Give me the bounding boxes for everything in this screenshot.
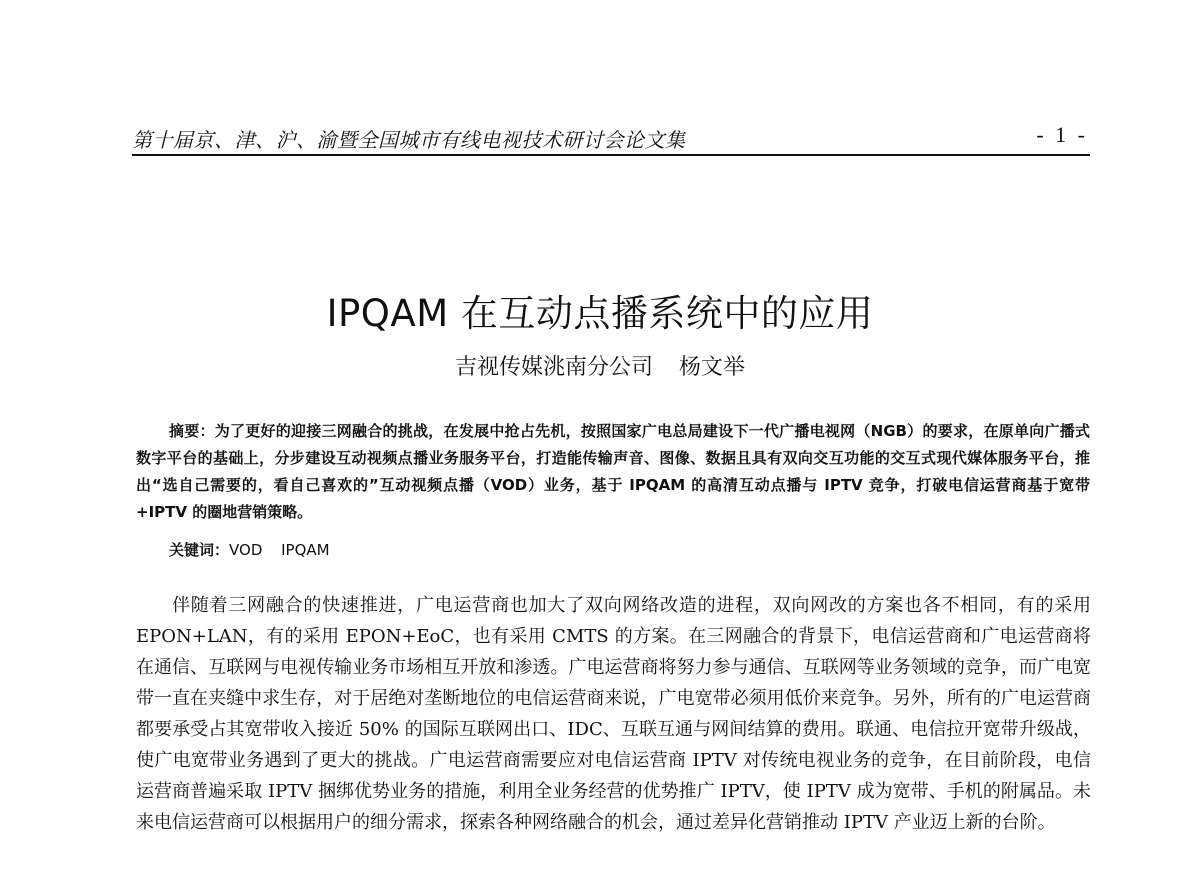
running-header — [132, 120, 1090, 156]
keywords-label: 关键词： — [169, 541, 230, 559]
paper-title: IPQAM 在互动点播系统中的应用 — [326, 291, 874, 335]
running-title: 第十届京、津、沪、渝暨全国城市有线电视技术研讨会论文集 — [132, 128, 686, 152]
keywords — [169, 539, 330, 560]
author-line — [0, 350, 1200, 381]
body-paragraph: 伴随着三网融合的快速推进，广电运营商也加大了双向网络改造的进程，双向网改的方案也各不相同，有的采用 EPON+LAN，有的采用 EPON+EoC，也有采用 CMTS 的方案。在三网融合的背景下，电信运营商和广电运营商将在通信、互联网与电视传输业务市场相互开放和渗透。广电运营商将努力参与通信、互联网等业务领域的竞争，而广电宽带一直在夹缝中求生存，对于居绝对垄断地位的电信运营商来说，广电宽带必须用低价来竞争。另外，所有的广电运营商都要承受占其宽带收入接近 50% 的国际互联网出口、IDC、互联互通与网间结算的费用。联通、电信拉开宽带升级战，使广电宽带业务遇到了更大的挑战。广电运营商需要应对电信运营商 IPTV 对传统电视业务的竞争，在目前阶段，电信运营商普遍采取 IPTV 捆绑优势业务的措施，利用全业务经营的优势推广 IPTV，使 IPTV 成为宽带、手机的附属品。未来电信运营商可以根据用户的细分需求，探索各种网络融合的机会，通过差异化营销推动 IPTV 产业迈上新的台阶。 — [136, 595, 1091, 833]
author-name: 杨文举 — [679, 355, 746, 380]
author-affiliation: 吉视传媒洮南分公司 — [454, 355, 653, 380]
page-number: - 1 - — [1036, 122, 1088, 147]
keywords-value: VOD IPQAM — [229, 541, 330, 559]
abstract: 摘要：为了更好的迎接三网融合的挑战，在发展中抢占先机，按照国家广电总局建设下一代广播电视网（NGB）的要求，在原单向广播式数字平台的基础上，分步建设互动视频点播业务服务平台，打造能传输声音、图像、数据且具有双向交互功能的交互式现代媒体服务平台，推出“选自己需要的，看自己喜欢的”互动视频点播（VOD）业务，基于 IPQAM 的高清互动点播与 IPTV 竞争，打破电信运营商基于宽带 +IPTV 的圈地营销策略。 — [136, 422, 1090, 521]
